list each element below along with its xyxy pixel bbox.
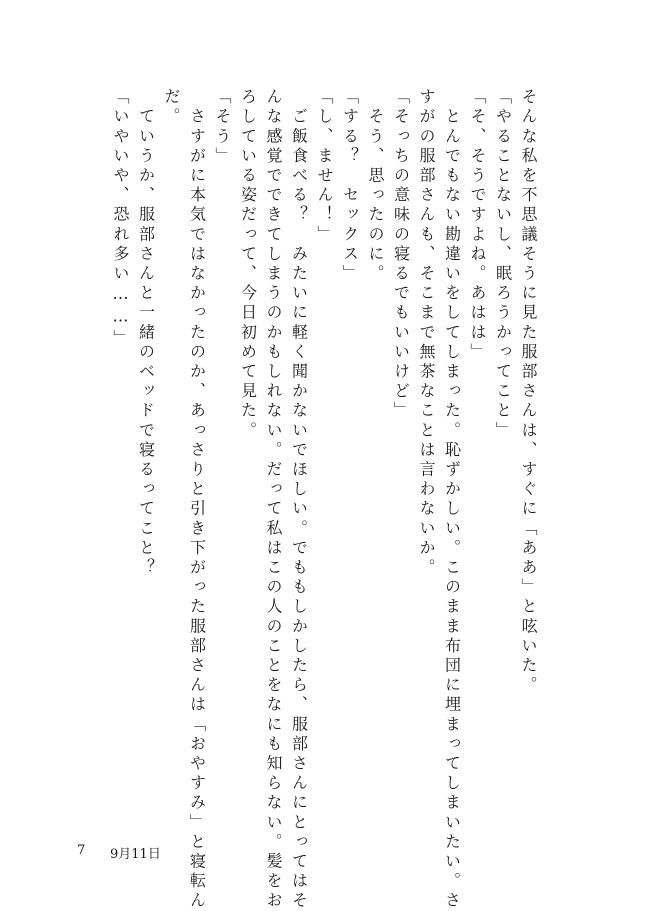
text-line: 「そっちの意味の寝るでもいいけど」 [391, 88, 411, 422]
text-line: 「そ、そうですよね。あはは」 [468, 88, 487, 363]
text-line: そんな私を不思議そうに見た服部さんは、すぐに「ああ」と呟いた。 [519, 88, 538, 696]
text-line: んな感覚でできてしまうのかもしれない。だって私はこの人のことをなにも知らない。髪をお [264, 88, 283, 911]
text-line: だ。 [162, 88, 181, 128]
text-line: さすがに本気ではなかったのか、あっさりと引き下がった服部さんは「おやすみ」と寝転ん [187, 88, 207, 911]
text-line: 「やることないし、眠ろうかってこと」 [493, 88, 513, 441]
text-line: ご飯食べる？ みたいに軽く聞かないでほしい。でももしかしたら、服部さんにとってはそ [289, 88, 309, 911]
text-line: そう、思ったのに。 [366, 88, 385, 284]
text-line: 「する？ セックス」 [340, 88, 360, 284]
text-line: ていうか、服部さんと一緒のベッドで寝るってこと？ [136, 88, 156, 578]
text-line: 「そう」 [213, 88, 232, 167]
page-footer [0, 843, 649, 863]
text-line: ろしている姿だって、今日初めて見た。 [238, 88, 258, 441]
text-line: 「いやいや、恐れ多い……」 [111, 88, 130, 349]
text-line: とんでもない勘違いをしてしまった。恥ずかしい。このまま布団に埋まってしまいたい。さ [442, 88, 462, 911]
page-number: 7 [77, 843, 86, 858]
running-head: 9月11日 [110, 847, 161, 862]
text-line: すがの服部さんも、そこまで無茶なことは言わないか。 [417, 88, 436, 578]
text-line: 「し、ません！」 [315, 88, 334, 245]
